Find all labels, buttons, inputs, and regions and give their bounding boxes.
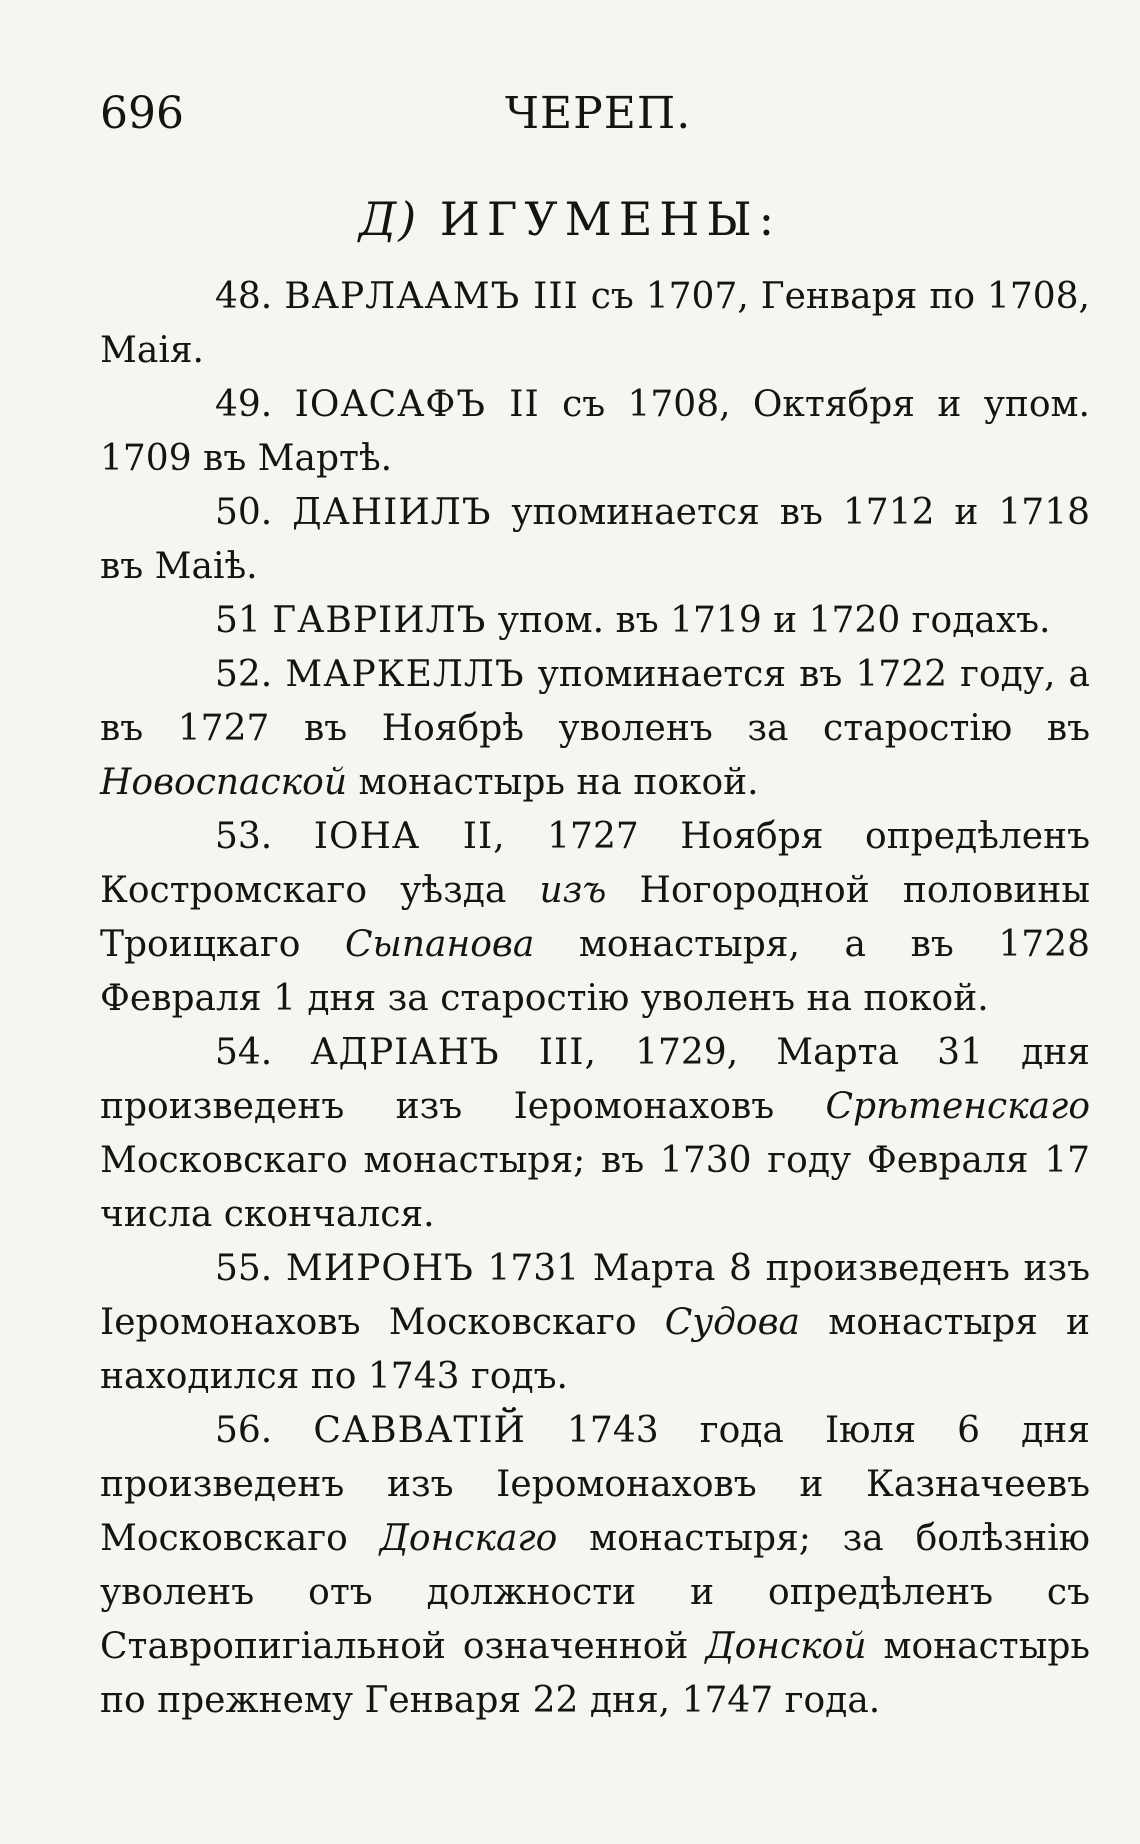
monastery-name: Судова xyxy=(664,1302,801,1343)
entry-number: 52. xyxy=(215,654,273,695)
section-marker: Д) xyxy=(358,192,419,246)
entry-49 xyxy=(100,378,1090,486)
entry-55 xyxy=(100,1242,1090,1404)
entry-text: упоминается въ 1722 году, а въ 1727 въ Ноябрѣ уволенъ за старостію въ xyxy=(100,654,1090,749)
entry-text: монастыря и находился по 1743 годъ. xyxy=(100,1302,1090,1397)
monastery-name: Сыпанова xyxy=(344,924,535,965)
entry-number: 56. xyxy=(215,1410,273,1451)
entry-text: монастыря, а въ 1728 Февраля 1 дня за старостію уволенъ на покой. xyxy=(100,924,1090,1019)
page-number: 696 xyxy=(100,88,184,139)
entry-number: 50. xyxy=(215,492,273,533)
abbot-name: ІОНА II, xyxy=(313,816,506,857)
entry-48 xyxy=(100,270,1090,378)
entry-56 xyxy=(100,1404,1090,1728)
entry-number: 48. xyxy=(215,276,273,317)
entry-text: Ногородной половины Троицкаго xyxy=(100,870,1090,965)
entry-number: 54. xyxy=(215,1032,273,1073)
entry-text: упоминается въ 1712 и 1718 въ Маіѣ. xyxy=(100,492,1091,587)
entry-text: 1731 Марта 8 произведенъ изъ Іеромонаховъ Московскаго xyxy=(100,1248,1090,1343)
entry-text: упом. въ 1719 и 1720 годахъ. xyxy=(486,600,1051,641)
entry-text: монастырь на покой. xyxy=(347,762,759,803)
monastery-name: Донскаго xyxy=(379,1518,558,1559)
abbot-name: ДАНІИЛЪ xyxy=(292,492,492,533)
entry-number: 55. xyxy=(215,1248,273,1289)
abbot-name: ГАВРІИЛЪ xyxy=(272,600,487,641)
entry-51 xyxy=(100,594,1090,648)
entry-text: съ 1707, Генваря по 1708, Маія. xyxy=(100,276,1090,371)
entry-text: 1743 года Іюля 6 дня произведенъ изъ Іеромонаховъ и Казначеевъ Московскаго xyxy=(100,1410,1090,1559)
entry-50 xyxy=(100,486,1090,594)
entry-text: монастыря; за болѣзнію уволенъ отъ должности и опредѣленъ съ Ставропигіальной означенной xyxy=(100,1518,1090,1667)
abbot-name: ВАРЛААМЪ III xyxy=(284,276,579,317)
abbot-name: САВВАТІЙ xyxy=(313,1410,526,1451)
italic-word: изъ xyxy=(539,870,607,911)
entry-text: 1729, Марта 31 дня произведенъ изъ Іеромонаховъ xyxy=(100,1032,1091,1127)
monastery-name: Срѣтенскаго xyxy=(825,1086,1090,1127)
monastery-name: Новоспаской xyxy=(100,762,348,803)
abbot-name: МАРКЕЛЛЪ xyxy=(285,654,525,695)
entry-number: 53. xyxy=(215,816,273,857)
abbot-name: МИРОНЪ xyxy=(285,1248,474,1289)
entry-number: 49. xyxy=(215,384,273,425)
section-heading xyxy=(0,192,1140,246)
entry-53 xyxy=(100,810,1090,1026)
page-body xyxy=(100,270,1090,1728)
abbot-name: ІОАСАФЪ II xyxy=(294,384,540,425)
entry-text: 1727 Ноября опредѣленъ Костромскаго уѣзда xyxy=(100,816,1090,911)
monastery-name: Донской xyxy=(705,1626,867,1667)
entry-52 xyxy=(100,648,1090,810)
entry-text: съ 1708, Октября и упом. 1709 въ Мартѣ. xyxy=(100,384,1090,479)
entry-number: 51 xyxy=(215,600,261,641)
entry-54 xyxy=(100,1026,1090,1242)
abbot-name: АДРІАНЪ III, xyxy=(310,1032,597,1073)
section-title: ИГУМЕНЫ: xyxy=(439,192,782,246)
entry-text: Московскаго монастыря; въ 1730 году Февраля 17 числа скончался. xyxy=(100,1140,1090,1235)
entry-text: монастырь по прежнему Генваря 22 дня, 1747 года. xyxy=(100,1626,1091,1721)
running-title: ЧЕРЕП. xyxy=(505,88,692,139)
page-header xyxy=(0,88,1140,158)
